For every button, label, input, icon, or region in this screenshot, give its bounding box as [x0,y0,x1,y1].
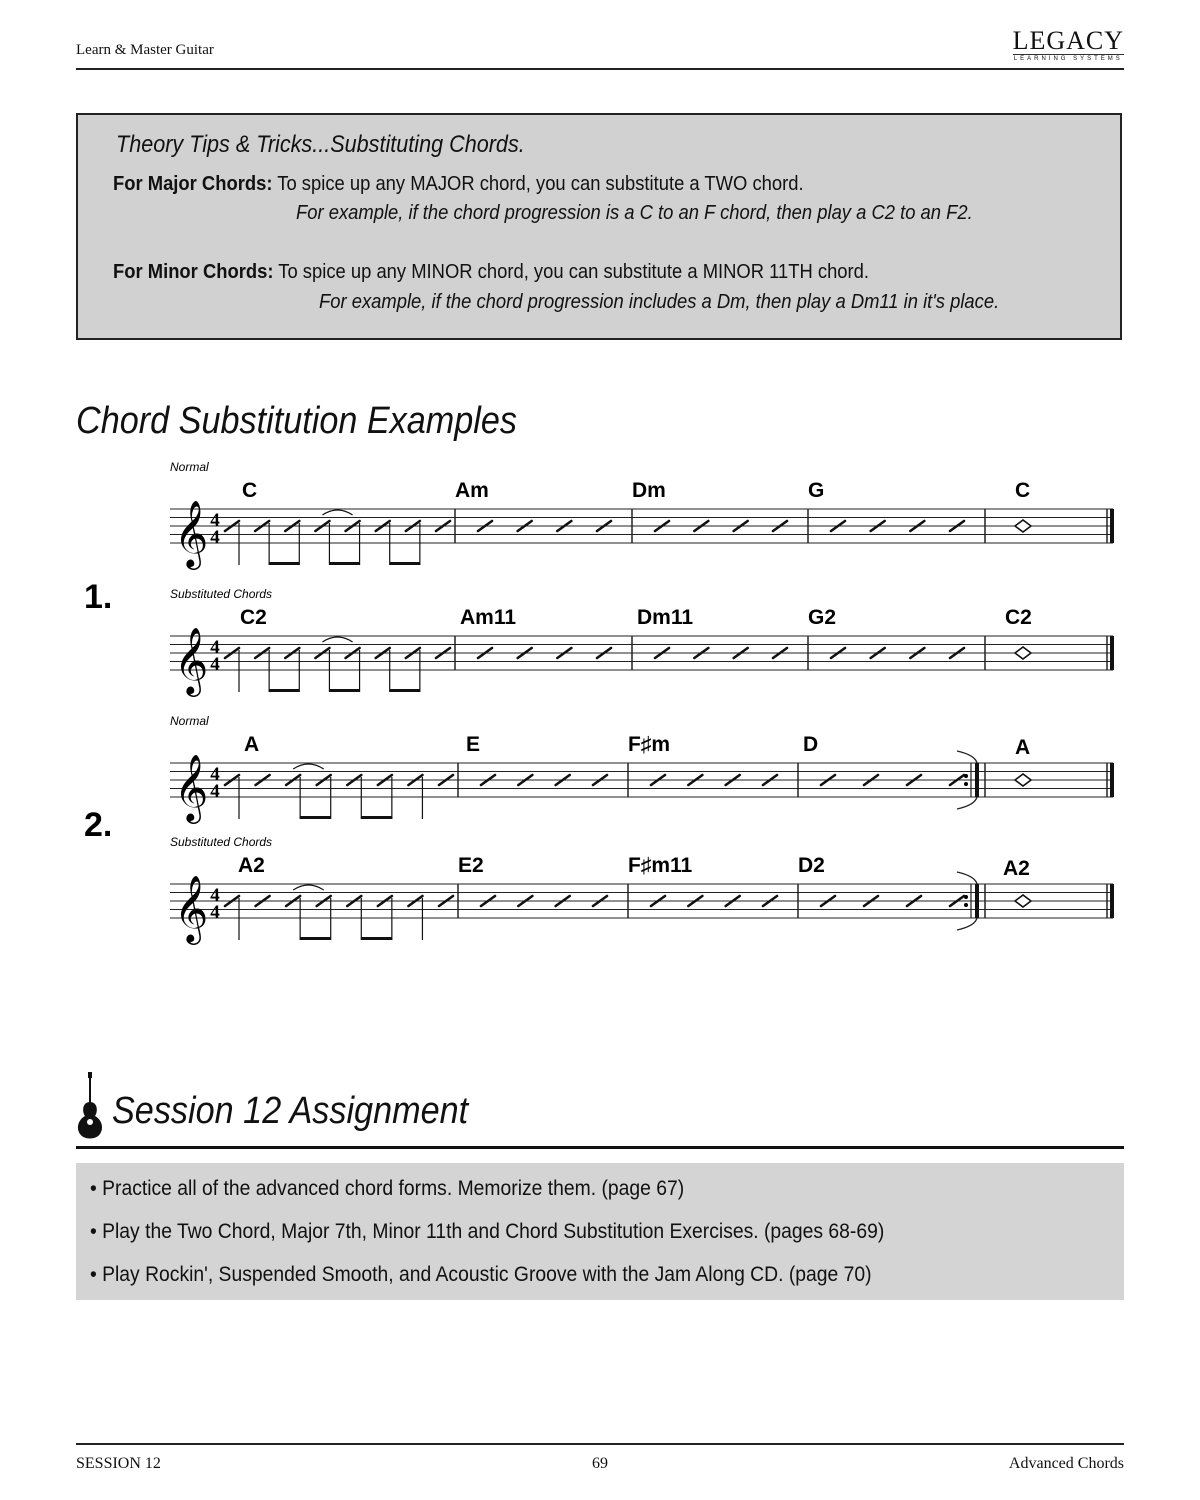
time-signature-bottom: 4 [210,527,220,548]
major-chords-label: For Major Chords: [113,173,273,195]
list-item: • Play Rockin', Suspended Smooth, and Acoustic Groove with the Jam Along CD. (page 70) [90,1263,872,1286]
chord-name: Am [455,479,489,502]
beam [269,562,299,565]
final-bar-thick [1110,636,1114,670]
repeat-bracket [957,797,977,809]
repeat-dot [964,903,968,907]
footer-session: SESSION 12 [76,1455,161,1472]
minor-chords-example: For example, if the chord progression includes a Dm, then play a Dm11 in it's place. [319,291,1000,313]
section-title: Chord Substitution Examples [76,400,518,442]
minor-chords-text: To spice up any MINOR chord, you can substitute a MINOR 11TH chord. [273,261,870,283]
chord-name: C2 [240,606,267,629]
beam [300,937,331,940]
page-footer [76,1443,1124,1485]
staff-label: Substituted Chords [170,587,273,601]
chord-name: F♯m [628,733,670,756]
tie [322,637,352,642]
time-signature-top: 4 [210,764,220,785]
example-number: 2. [84,806,113,844]
repeat-bar [975,884,979,918]
treble-clef: 𝄞 [174,499,209,567]
list-item: • Practice all of the advanced chord forms. Memorize them. (page 67) [90,1177,685,1200]
assignment-list [76,1163,1124,1300]
repeat-dot [964,782,968,786]
final-bar-thick [1110,509,1114,543]
chord-name: E [466,733,481,756]
tie [293,885,324,890]
page-header [76,28,1124,70]
treble-clef: 𝄞 [174,753,209,821]
chord-name: G [808,479,825,502]
assignment-header [76,1068,1124,1149]
beam [269,689,299,692]
chord-name: Dm11 [637,606,694,629]
staff [170,714,1114,824]
chord-name: D [803,733,819,756]
list-item: • Play the Two Chord, Major 7th, Minor 11th and Chord Substitution Exercises. (pages 68-69) [90,1220,885,1243]
chord-name: A [244,733,260,756]
final-bar-thick [1110,763,1114,797]
tips-title: Theory Tips & Tricks...Substituting Chords. [116,131,525,158]
legacy-logo [1013,28,1124,62]
tie [293,764,324,769]
beam [300,816,331,819]
major-chords-text: To spice up any MAJOR chord, you can substitute a TWO chord. [272,173,804,195]
major-chords-tip [113,173,804,196]
beam [361,816,392,819]
guitar-icon [76,1072,104,1140]
chord-name: A2 [238,854,265,877]
whole-note-diamond [1015,520,1031,532]
time-signature-top: 4 [210,510,220,531]
time-signature-top: 4 [210,637,220,658]
minor-chords-tip [113,261,869,284]
staff-label: Normal [170,460,209,474]
chord-name: E2 [458,854,484,877]
chord-name: A2 [1003,857,1030,880]
treble-clef: 𝄞 [174,626,209,694]
chord-name: G2 [808,606,837,629]
time-signature-bottom: 4 [210,654,220,675]
theory-tips-box [76,113,1122,340]
staff [170,460,1114,570]
chord-name: Dm [632,479,666,502]
chord-name: C [1015,479,1031,502]
repeat-bracket [957,872,977,884]
beam [329,562,359,565]
assignment-title: Session 12 Assignment [112,1090,469,1132]
logo-word: LEGACY [1012,26,1124,55]
chord-name: A [1015,736,1031,759]
beam [390,562,420,565]
logo-subtitle: LEARNING SYSTEMS [1013,56,1123,62]
chord-notation [0,440,1200,960]
whole-note-diamond [1015,895,1031,907]
chord-name: F♯m11 [628,854,693,877]
chord-name: Am11 [460,606,517,629]
time-signature-top: 4 [210,885,220,906]
treble-clef: 𝄞 [174,874,209,942]
page-number: 69 [592,1455,608,1472]
beam [361,937,392,940]
example-number: 1. [84,578,113,616]
repeat-bar [975,763,979,797]
staff-label: Substituted Chords [170,835,273,849]
tie [322,510,352,515]
chord-name: C [242,479,258,502]
time-signature-bottom: 4 [210,902,220,923]
whole-note-diamond [1015,774,1031,786]
book-title: Learn & Master Guitar [76,42,214,58]
minor-chords-label: For Minor Chords: [113,261,274,283]
time-signature-bottom: 4 [210,781,220,802]
beam [390,689,420,692]
major-chords-example: For example, if the chord progression is a C to an F chord, then play a C2 to an F2. [296,202,973,224]
beam [329,689,359,692]
chord-name: C2 [1005,606,1032,629]
whole-note-diamond [1015,647,1031,659]
footer-topic: Advanced Chords [1008,1455,1124,1472]
chord-name: D2 [798,854,825,877]
final-bar-thick [1110,884,1114,918]
repeat-bracket [957,918,977,930]
staff [170,587,1114,697]
staff [170,835,1114,945]
repeat-bracket [957,751,977,763]
staff-label: Normal [170,714,209,728]
